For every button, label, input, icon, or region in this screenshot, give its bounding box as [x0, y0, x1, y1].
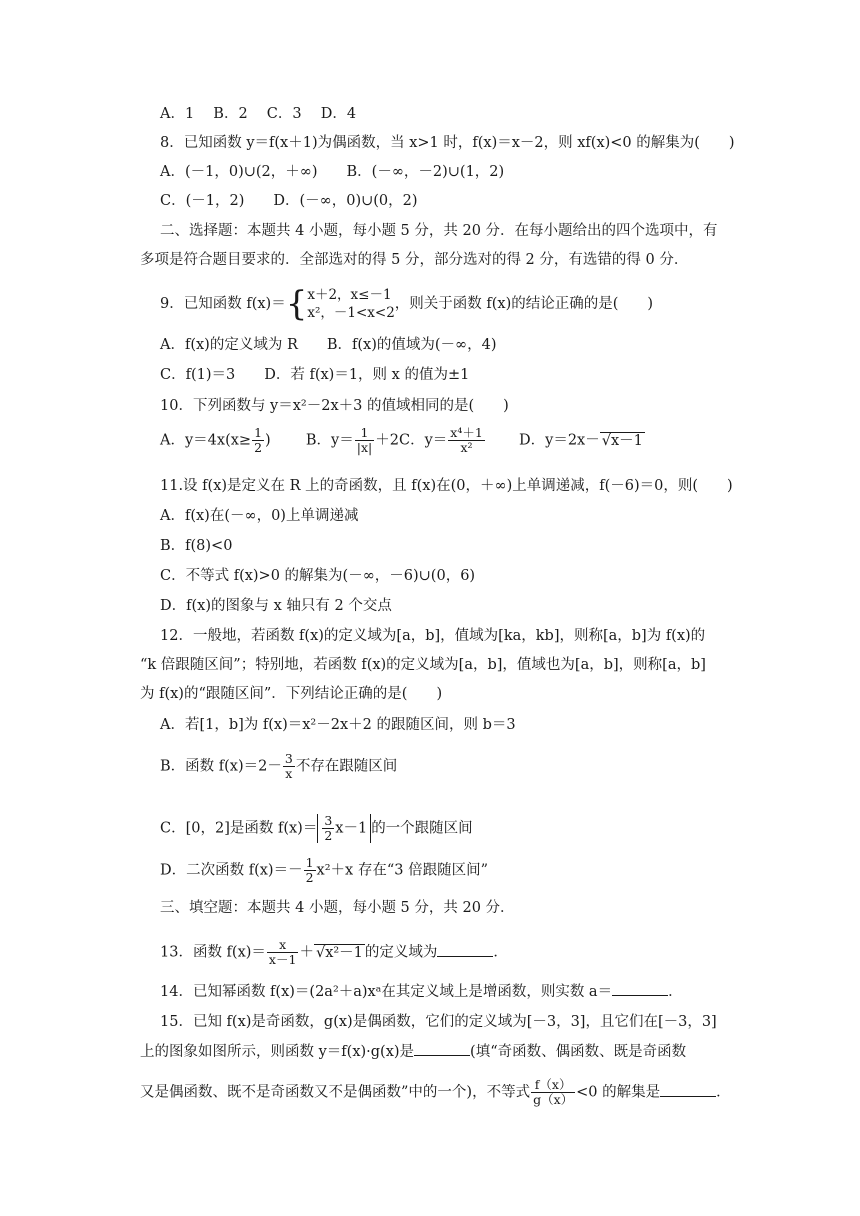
q12-b-post: 不存在跟随区间	[295, 758, 398, 775]
q10-b-num: 1	[355, 426, 374, 441]
q14-stem	[160, 982, 683, 1002]
q9-piecewise	[307, 286, 394, 322]
q12-d-post: x²＋x 存在“3 倍跟随区间”	[316, 862, 488, 879]
q8-options-ab: A．(－1，0)∪(2，＋∞) B．(－∞，－2)∪(1，2)	[160, 164, 505, 180]
q12-b-den: x	[285, 766, 293, 781]
q10-a-den: 2	[254, 440, 263, 455]
q12-stem-line1: 12．一般地，若函数 f(x)的定义域为[a，b]，值域为[ka，kb]，则称[a，b]为 f(x)的	[160, 628, 706, 644]
q12-c-num: 3	[324, 813, 333, 828]
q7-options: A．1 B．2 C．3 D．4	[160, 106, 357, 122]
q9-brace: {	[285, 284, 308, 324]
q15-l2-post: (填“奇函数、偶函数、既是奇函数	[470, 1044, 687, 1060]
q15-fraction	[531, 1078, 575, 1107]
q12-c-pre: C．[0，2]是函数 f(x)＝	[160, 820, 318, 837]
q10-a-close: )	[265, 432, 271, 449]
q10-c-fraction	[448, 426, 485, 455]
q12-c-post: 的一个跟随区间	[371, 820, 473, 837]
section2-instructions-line1: 二、选择题：本题共 4 小题，每小题 5 分，共 20 分．在每小题给出的四个选项中，有	[160, 223, 718, 239]
q14-answer-blank[interactable]	[612, 995, 668, 996]
q12-b-fraction	[283, 752, 295, 781]
q12-stem-line2: “k 倍跟随区间”；特别地，若函数 f(x)的定义域为[a，b]，值域也为[a，b]，则称[a，b]	[140, 657, 706, 673]
q10-c-den: x²	[460, 440, 473, 455]
q9-options-ab: A．f(x)的定义域为 R B．f(x)的值域为(－∞，4)	[160, 337, 497, 353]
q8-options-cd: C．(－1，2) D．(－∞，0)∪(0，2)	[160, 193, 418, 209]
q12-option-b	[160, 752, 397, 781]
q10-stem: 10．下列函数与 y＝x²－2x＋3 的值域相同的是( )	[160, 398, 509, 414]
q12-b-num: 3	[284, 751, 293, 766]
q11-option-b: B．f(8)<0	[160, 538, 233, 554]
q10-b-den: |x|	[356, 440, 373, 455]
q13-answer-blank[interactable]	[437, 956, 493, 957]
q10-b: B．y＝	[305, 432, 354, 449]
q11-stem: 11.设 f(x)是定义在 R 上的奇函数，且 f(x)在(0，＋∞)上单调递减，f(－6)＝0，则( )	[160, 478, 733, 494]
q13-post: 的定义域为	[364, 944, 438, 961]
q12-option-d	[160, 856, 488, 885]
q13-sqrt: √x²－1	[315, 944, 363, 961]
q8-stem: 8．已知函数 y＝f(x＋1)为偶函数，当 x>1 时，f(x)＝x－2，则 xf(x)<0 的解集为( )	[160, 135, 735, 151]
q15-answer-blank-1[interactable]	[414, 1055, 470, 1056]
q15-l2-pre: 上的图象如图所示，则函数 y＝f(x)·g(x)是	[140, 1044, 415, 1060]
q12-d-num: 1	[305, 855, 314, 870]
q13-mid: ＋	[299, 944, 314, 961]
q10-a: A．y＝4x(x≥	[160, 432, 252, 449]
q9-case2: x²，－1<x<2	[307, 305, 395, 321]
q12-d-pre: D．二次函数 f(x)＝－	[160, 862, 303, 879]
q12-option-c	[160, 814, 473, 843]
section2-instructions-line2: 多项是符合题目要求的．全部选对的得 5 分，部分选对的得 2 分，有选错的得 0 分．	[140, 252, 689, 268]
q15-num: f（x）	[531, 1078, 575, 1093]
q15-den: g（x）	[533, 1092, 574, 1107]
q12-c-abs	[317, 814, 371, 843]
q14-end: ．	[668, 984, 683, 1000]
q9-stem	[160, 286, 653, 322]
q11-option-c: C．不等式 f(x)>0 的解集为(－∞，－6)∪(0，6)	[160, 568, 476, 584]
q13-stem	[160, 938, 508, 967]
q10-options	[160, 426, 645, 455]
q10-d-radicand: x－1	[610, 432, 643, 449]
q15-end: ．	[716, 1084, 731, 1101]
q10-d: D．y＝2x－	[519, 432, 600, 449]
q13-fraction	[267, 938, 299, 967]
q12-option-a: A．若[1，b]为 f(x)＝x²－2x＋2 的跟随区间，则 b＝3	[160, 717, 516, 733]
q10-a-num: 1	[254, 425, 263, 440]
q15-stem-line1: 15．已知 f(x)是奇函数，g(x)是偶函数，它们的定义域为[－3，3]，且它们在[－3，3]	[160, 1014, 717, 1030]
q9-prefix: 9．已知函数 f(x)＝	[160, 296, 286, 312]
q9-options-cd: C．f(1)＝3 D．若 f(x)＝1，则 x 的值为±1	[160, 367, 470, 383]
q14-pre: 14．已知幂函数 f(x)＝(2a²＋a)xᵃ在其定义域上是增函数，则实数 a＝	[160, 984, 613, 1000]
q9-case1: x＋2，x≤－1	[307, 287, 392, 303]
q15-l3-post: <0 的解集是	[576, 1084, 661, 1101]
q12-c-fraction	[322, 814, 334, 843]
q15-answer-blank-2[interactable]	[660, 1096, 716, 1097]
q10-a-fraction	[252, 426, 264, 455]
q12-c-mid: x－1	[335, 820, 368, 837]
q13-radicand: x²－1	[325, 944, 363, 961]
q11-option-a: A．f(x)在(－∞，0)上单调递减	[160, 508, 359, 524]
q13-end: ．	[493, 944, 508, 961]
q15-stem-line3	[140, 1078, 731, 1107]
q12-d-fraction	[304, 856, 316, 885]
q11-option-d: D．f(x)的图象与 x 轴只有 2 个交点	[160, 598, 392, 614]
q13-den: x－1	[268, 952, 297, 967]
q10-c: ＋2C．y＝	[375, 432, 448, 449]
q13-pre: 13．函数 f(x)＝	[160, 944, 266, 961]
q12-stem-line3: 为 f(x)的“跟随区间”．下列结论正确的是( )	[140, 686, 443, 702]
q15-stem-line2	[140, 1042, 686, 1062]
q12-c-den: 2	[324, 828, 333, 843]
q12-d-den: 2	[305, 870, 314, 885]
q15-l3-pre: 又是偶函数、既不是奇函数又不是偶函数”中的一个)，不等式	[140, 1084, 531, 1101]
q13-num: x	[267, 938, 299, 953]
q10-b-fraction	[355, 426, 374, 455]
q10-c-num: x⁴＋1	[450, 425, 483, 440]
q12-b-pre: B．函数 f(x)＝2－	[160, 758, 282, 775]
q10-d-sqrt: √x－1	[601, 432, 643, 449]
q9-suffix: ，则关于函数 f(x)的结论正确的是( )	[394, 296, 654, 312]
section3-instructions: 三、填空题：本题共 4 小题，每小题 5 分，共 20 分．	[160, 900, 515, 916]
